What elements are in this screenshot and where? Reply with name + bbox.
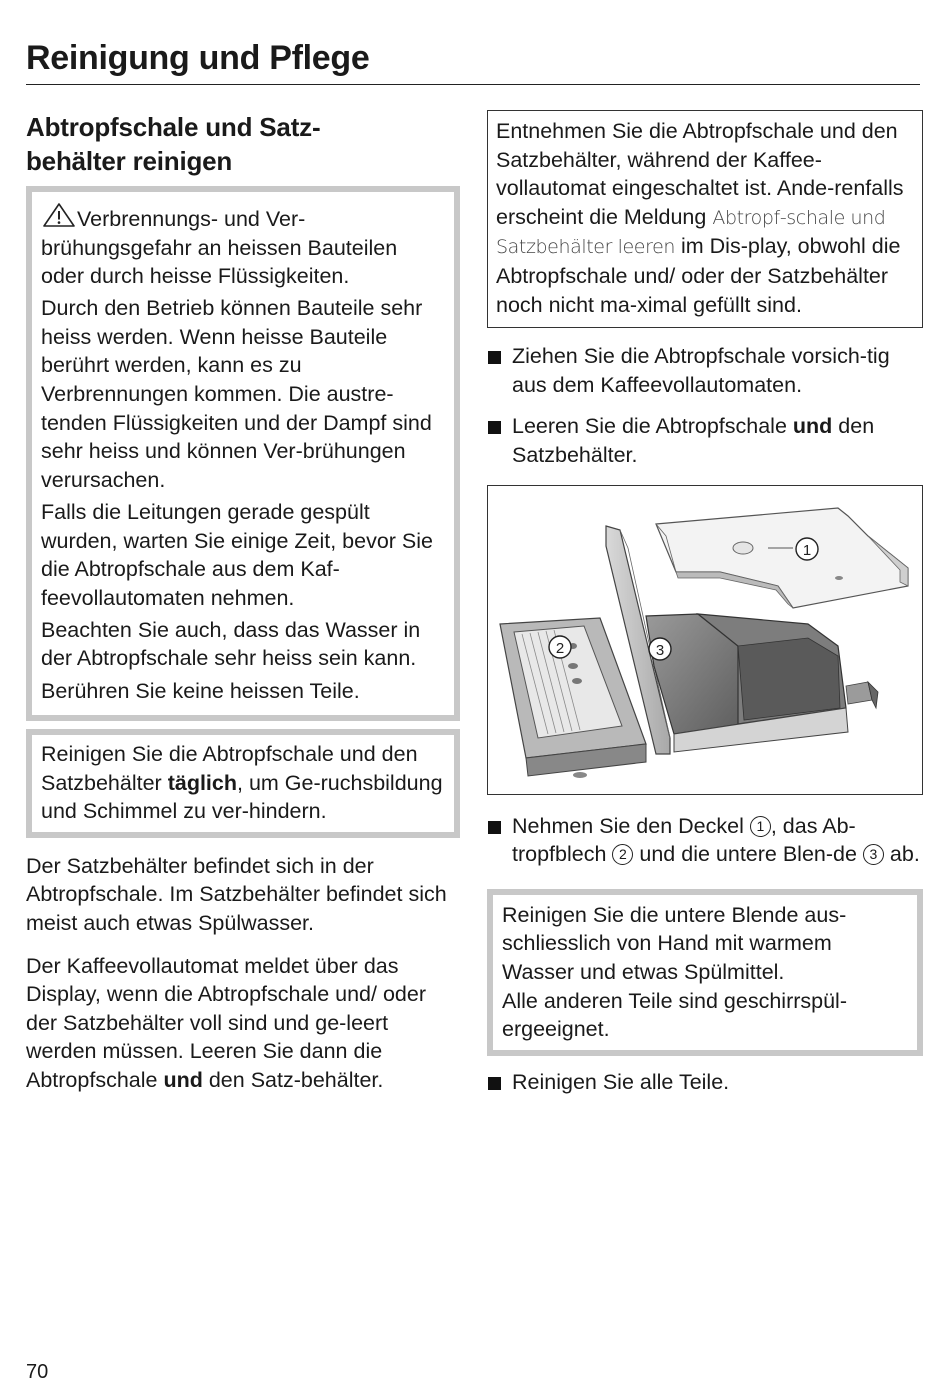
lid-part	[656, 508, 908, 608]
warning-paragraph: Berühren Sie keine heissen Teile.	[41, 678, 360, 703]
callout-label: 3	[655, 641, 665, 659]
daily-cleaning-text	[41, 740, 444, 826]
hand-wash-note	[487, 889, 923, 1056]
warning-paragraph: Beachten Sie auch, dass das Wasser in der Abtropfschale sehr heiss sein kann.	[41, 617, 421, 671]
callout-1-icon: 1	[750, 816, 771, 837]
bullet-square-icon	[488, 351, 501, 364]
body-paragraph: Der Satzbehälter befindet sich in der Abtropfschale. Im Satzbehälter befindet sich meist auch etwas Spülwasser.	[26, 853, 447, 936]
instruction-steps	[487, 342, 923, 469]
warning-lead-text: Verbrennungs- und Ver-brühungsgefahr an heissen Bauteilen oder durch heisse Flüssigkeiten.	[41, 207, 398, 289]
notice-text-before: Entnehmen Sie die Abtropfschale und den Satzbehälter, während der Kaffee-vollautomat eingeschaltet ist. Ande-renfalls erscheint die Meldung	[496, 119, 904, 229]
page-number: 70	[26, 1361, 49, 1383]
callout-2	[549, 636, 571, 658]
step-text: den Satzbehälter.	[512, 414, 875, 467]
instruction-step	[487, 812, 923, 869]
callout-1	[796, 538, 818, 560]
right-column	[487, 110, 923, 1096]
drip-plate-part	[500, 618, 646, 776]
drip-tray-drawing	[488, 486, 922, 794]
instruction-step	[487, 412, 923, 469]
step-text: Reinigen Sie alle Teile.	[512, 1069, 730, 1094]
warning-box	[26, 186, 460, 721]
step-bold: und	[792, 414, 833, 439]
note-text: , um Ge-ruchsbildung und Schimmel zu ver-hindern.	[41, 770, 443, 824]
warning-paragraph: Durch den Betrieb können Bauteile sehr heiss werden. Wenn heisse Bauteile berührt werden, kann es zu Verbrennungen kommen. Die austre-tenden Flüssigkeiten und der Dampf sind sehr heiss und können Ver-brühungen verursachen.	[41, 296, 432, 492]
section-heading-line2: behälter reinigen	[26, 146, 233, 176]
title-divider	[26, 84, 920, 85]
lower-blend-part	[646, 614, 878, 752]
display-message: Abtropf-schale und Satzbehälter leeren	[496, 206, 886, 259]
display-message-notice	[487, 110, 923, 328]
instruction-step	[487, 1068, 923, 1097]
warning-paragraph: Falls die Leitungen gerade gespült wurden, warten Sie einige Zeit, bevor Sie die Abtropfschale aus dem Kaf-feevollautomaten nehmen.	[41, 499, 433, 610]
callout-label: 1	[802, 541, 812, 559]
daily-cleaning-note	[26, 729, 460, 838]
dishwasher-text: Alle anderen Teile sind geschirrspül-ergeeignet.	[502, 988, 847, 1042]
bullet-square-icon	[488, 421, 501, 434]
hand-wash-text: Reinigen Sie die untere Blende aus-schliesslich von Hand mit warmem Wasser und etwas Spülmittel.	[502, 902, 847, 984]
callout-3-icon: 3	[863, 844, 884, 865]
step-text: und die untere Blen-de	[639, 842, 857, 867]
body-paragraph	[26, 952, 460, 1095]
tray-foot	[573, 772, 587, 778]
section-heading-line1: Abtropfschale und Satz-	[26, 112, 321, 142]
bullet-square-icon	[488, 821, 501, 834]
body-text: Der Kaffeevollautomat meldet über das Display, wenn die Abtropfschale und/ oder der Satzbehälter voll sind und ge-leert werden müssen. Leeren Sie dann die Abtropfschale	[26, 953, 426, 1093]
step-text: Leeren Sie die Abtropfschale	[512, 414, 787, 439]
step-text: Nehmen Sie den Deckel	[512, 813, 744, 838]
note-bold: täglich	[167, 770, 237, 795]
body-bold: und	[163, 1068, 203, 1093]
notice-text	[496, 117, 914, 319]
notice-text-after: im Dis-play, obwohl die Abtropfschale und/ oder der Satzbehälter noch nicht ma-ximal gefüllt sind.	[496, 234, 901, 317]
left-column	[26, 110, 460, 1095]
step-text: , das Ab-tropfblech	[512, 813, 856, 867]
instruction-steps	[487, 1068, 923, 1097]
warning-triangle-icon	[41, 202, 77, 228]
callout-label: 2	[555, 639, 565, 657]
body-text: den Satz-behälter.	[208, 1068, 384, 1093]
warning-lead	[41, 202, 446, 291]
instruction-steps	[487, 812, 923, 869]
callout-2-icon: 2	[612, 844, 633, 865]
bullet-square-icon	[488, 1077, 501, 1090]
note-text: Reinigen Sie die Abtropfschale und den Satzbehälter	[41, 742, 418, 795]
drip-tray-illustration	[487, 485, 923, 795]
section-heading	[26, 110, 460, 178]
instruction-step	[487, 342, 923, 399]
page-title: Reinigung und Pflege	[26, 39, 370, 77]
callout-3	[649, 638, 671, 660]
step-text: Ziehen Sie die Abtropfschale vorsich-tig aus dem Kaffeevollautomaten.	[512, 344, 890, 397]
step-text: ab.	[889, 842, 920, 867]
